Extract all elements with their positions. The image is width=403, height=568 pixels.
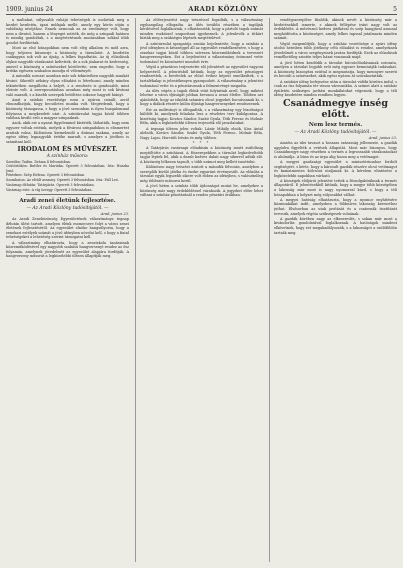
paragraph: vendégszereplése fűződik, akinek nevét a közönség már a hirdetésekből ismerte, s akinek fellépése iránt nagy volt az érdeklődés. A művésznő kedves játékával és szép hangjával azonnal meghódította a közönséget, amely lelkes tapssal jutalmazta minden számát.: [274, 18, 397, 41]
paragraph: Az előterjesztést nagy tetszéssel fogadták, s a választmány egyhangúlag elfogadta. Az ülés további részében a tagdíjak kérdésével foglalkoztak, s elhatározták, hogy a pártoló tagok számát minden eszközzel szaporítani igyekeznek. A jelenlevők a titkárt bízták meg a szükséges lépések megtételével.: [140, 18, 263, 41]
program-line: Szerdán: Taifun. Dráma 4 felvonásban.: [6, 159, 71, 164]
paragraph: A jövő héten kezdődik a társulat búcsúelőadásainak sorozata, amelyen a társulat legjobb erői még egyszer bemutatják tudásukat. A közönség bizonyára ezúttal is megmutatja, hogy mennyire szereti és becsüli a színészeket, akik egész nyáron át szórakoztatták.: [274, 60, 397, 79]
section-heading: IRODALOM ÉS MŰVÉSZET.: [17, 145, 118, 153]
paragraph: A választmány elhatározta, hogy a zeneiskola tanárainak közreműködésével egy nagyobb szabású hangversenyt rendez az ősz folyamán, amelynek jövedelmét az egyesület alapjára fordítják. A hangverseny műsorát a legközelebbi ülésen állapítják meg.: [6, 240, 129, 259]
paragraph: A színtársulat igazgatója ezután bejelentette, hogy a színház a jövő idényben is készséggel áll az egyesület rendelkezésére, s hogy a zenekar tagjai közül többen szívesen közreműködnek a tervezett hangversenyeken. Ezt a bejelentést a választmány örömmel vette tudomásul és köszönetet mondott érte.: [140, 41, 263, 64]
header-date: 1909. junius 24: [6, 5, 54, 13]
paragraph: Ezt az indítványt is elfogadták, s a választmány egy bizottságot küldött ki, amelynek feladata lesz a részletes terv kidolgozása. A bizottság tagjai: Kovács Sándor, Szabó Gyula, Tóth Ferenc és Molnár Béla, akik a legközelebbi ülésen terjesztik elő javaslatukat.: [140, 107, 263, 126]
column-3: [274, 18, 397, 564]
program-line: Vasárnap este: A víg özvegy. Operett 3 felvonásban.: [6, 187, 93, 192]
section-rule: [26, 194, 109, 195]
article-byline: — Az Aradi Közlöny tudósítójától. —: [294, 129, 377, 135]
paragraph: A színházi idény befejezése után a társulat vidéki körútra indul, s csak az ősz folyamán tér vissza városunkba. A szünet alatt a színház épületén szükséges javítási munkálatokat végeznek, hogy a téli idény kezdetére minden rendben legyen.: [274, 79, 397, 98]
paragraph: Az Aradi Zeneközönség Egyesületének választmánya tegnap délután ülést tartott, amelyen élénk eszmecsere folyt a város zenei életének fejlesztéséről. Az egyesület elnöke hangsúlyozta, hogy a zenekari estélyek számát a jövő idényben növelni kell, s hogy a fiatal tehetségeket a lehetőség szerint támogatni kell.: [6, 216, 129, 240]
paragraph: Az ülés végén a tagok élénk vitát folytattak arról, hogy miként lehetne a város ifjúságát jobban bevonni a zenei életbe. Többen azt ajánlották, hogy az iskolák számára olcsó jegyeket bocsássanak ki, s hogy a diákok részére külön ifjúsági hangversenyeket rendezzenek.: [140, 88, 263, 107]
program-line: Vasárnap délután: Tatárjárás. Operett 3 felvonásban.: [6, 183, 95, 188]
paragraph: A megyei hatóság elhatározta, hogy a nyomor enyhítésére közmunkákat indít, amelyeken a földmíves lakosság keresethez juthat. Elsősorban az utak javítását és a csatornák tisztítását tervezik, amelyek régóta szükségesek volnának.: [274, 197, 397, 216]
paragraph: Azok, akik ezt a nyarat figyelemmel kísérték, láthatták, hogy nem egyszer voltak estéink, melyek a fővárosi színpadokon is elismerést arattak volna. Különösen kiemelendő a drámai szakma, amely az egész idény legnagyobb értéke maradt, s amelyre a jövőben is számítani kell.: [6, 121, 129, 144]
paragraph: Most az első hónapokban nem volt elég alkalom és mód arra, hogy teljesen kiismerje a közönség a társulatot. A kezdetén csakugyan sok volt az újság, a lelkes fogadtatás. Az új előadások olykor nagyobb várakozást keltettek, de a sok jóakarat és kedvesség, amivel a közönség a színészeket körülvette, nem engedte, hogy a kritika egészen szabadon mondja el véleményét.: [6, 46, 129, 74]
article-dateline: Arad, junius 23.: [100, 211, 129, 216]
column-divider: [269, 18, 270, 562]
program-line: Szombaton: Az elvált asszony. Operett 3 felvonásban. Irta: Fall Leó.: [6, 178, 119, 183]
article-headline: Csanádmegye ínség előtt.: [283, 98, 388, 121]
paragraph: a multakat, súlyosabb ruhájú tehetségek is oszlattak meg a kezdet kezdetén, igazi műfajuk mellé, amely egy körös utján a valódiság nívójához. Ennek nemcsak az az eredménye volt, hogy nem a divatot, hanem a lényeget nézték, de még a színpadi hatásra is mindig gondoltak, s a megértetésnek mostanában sokkal több gondot fordítottak.: [6, 18, 129, 45]
paragraph: A gazdák körében nagy az elkeseredés, s sokan már most a kivándorlás gondolatával foglalkoznak. A hatóságok mindent elkövetnek, hogy ezt megakadályozzák, s a lakosságot a szülőföldön tartsák meg.: [274, 216, 397, 235]
paragraph: A tegnapi ülésen jelen voltak: Lázár Mihály elnök, Kiss Antal alelnök, Kovács Sándor, Szabó Gyula, Tóth Ferenc, Molnár Béla, Nagy Lajos, Horváth István és még többen.: [140, 126, 263, 140]
program-line: Pénteken: Szép Helena. Operett 3 felvonásban.: [6, 173, 86, 178]
paragraph: Végül a pénztáros terjesztette elő jelentését az egyesület vagyoni helyzetéről. A jelentésből kitűnik, hogy az egyesület pénzügyei rendezettek, a bevételek az előző évihez képest emelkedtek, s a tartalékalap is jelentékenyen gyarapodott. A választmány a jelentést tudomásul vette és a pénztárosnak a felmentvényt megadta.: [140, 65, 263, 88]
header-rule: [6, 14, 397, 15]
separator-marks: * * *: [192, 141, 211, 145]
paragraph: Végül megemlítjük, hogy a színház vezetősége a nyári idény utolsó heteiben több jótékony célú előadást is rendez, amelyeknek jövedelmét a város szegényeinek javára fordítják. Ezek az előadások remélhetőleg szintén teljes házat vonzanak majd.: [274, 41, 397, 60]
paragraph: A Tatárjárás vasárnapi előadásán a közönség ismét zsúfolásig megtöltötte a színházat. A főszerepekben a társulat legkedveltebb tagjai léptek fel, akik a darab kedves dalait nagy sikerrel adták elő. A közönség lelkesen tapsolt, s több számot meg kellett ismételni.: [140, 146, 263, 164]
program-line: Csütörtökön: Buttler és Marinka. Operett 3 felvonásban. Irta: Huszka Jenő.: [6, 164, 129, 173]
paragraph: A megyei gazdasági egyesület a minisztériumhoz fordult segítségért, s kérte, hogy a károsult gazdák részére olcsó vetőmagot és kamatmentes kölcsönt utaljanak ki. A kérelem elintézése a legközelebbi napokban várható.: [274, 159, 397, 178]
newspaper-title: ARADI KÖZLÖNY: [188, 5, 258, 13]
section-subheading: A színház műsora:: [46, 153, 89, 159]
column-divider: [135, 18, 136, 562]
paragraph: A második sorozat azonban már sok tekintetben nagyobb munkát kívánt. Sikerült néhány olyan előadást is létrehozni, amely minden tekintetben megállotta a helyét, s a rendezés is gondosabb, mint eleinte volt. A szereposztásban azonban még most is sok kívánni való maradt, s a kisebb szerepek betöltése sokszor hagyott hiányt.: [6, 74, 129, 97]
article-headline: Aradi zenei életünk fejlesztése.: [19, 198, 116, 205]
paragraph: Amit a színház vezetősége ezen a nyáron csinált, arról elmondhatjuk, hogy becsületes munka volt. Megérdemli, hogy a közönség támogassa, s hogy a jövő szezonban is ilyen buzgalommal folytassa a megkezdett utat. A színtársulat tagjai közül többen valóban kiváló erői a magyar színpadnak.: [6, 97, 129, 121]
page-number: 5: [393, 5, 397, 13]
column-1: [6, 18, 129, 564]
paragraph: Különösen nagy tetszést aratott a második felvonás, amelyben a szereplők kiváló játéka és éneke egyaránt érvényesült. Az előadás a társulat egyik legszebb sikere volt ebben az idényben, s valószínűleg még többször műsorra kerül.: [140, 165, 263, 183]
paragraph: A jövő héten a színház több újdonságot mutat be, amelyekre a közönség már nagy érdeklődéssel várakozik. A jegyeket előre lehet váltani a színház pénztáránál a rendes pénztári órákban.: [140, 184, 263, 198]
paragraph: A községek elöljárói jelentést tettek a főszolgabíráknak a termés állapotáról. E jelentésekből kitűnik, hogy a megye több községében a lakosság már most is nagy nyomorral küzd, s hogy a téli hónapokban a helyzet még súlyosabbá válhat.: [274, 178, 397, 197]
article-subheadline: Nem lesz termés.: [308, 122, 363, 129]
article-byline: — Az Aradi Közlöny tudósítójától. —: [26, 205, 109, 211]
article-dateline: Arad, junius 23.: [368, 135, 397, 140]
column-2: [140, 18, 263, 564]
paragraph: Amióta az idei tavaszt a hosszas szárazság jellemezte, a gazdák aggódva figyelték a vetések állapotát. Most már bizonyos, hogy Csanádmegye nagy részében a termés a legrosszabb várakozásokat is alulmúlja. A búza és az árpa alig hozza meg a vetőmagot.: [274, 140, 397, 159]
